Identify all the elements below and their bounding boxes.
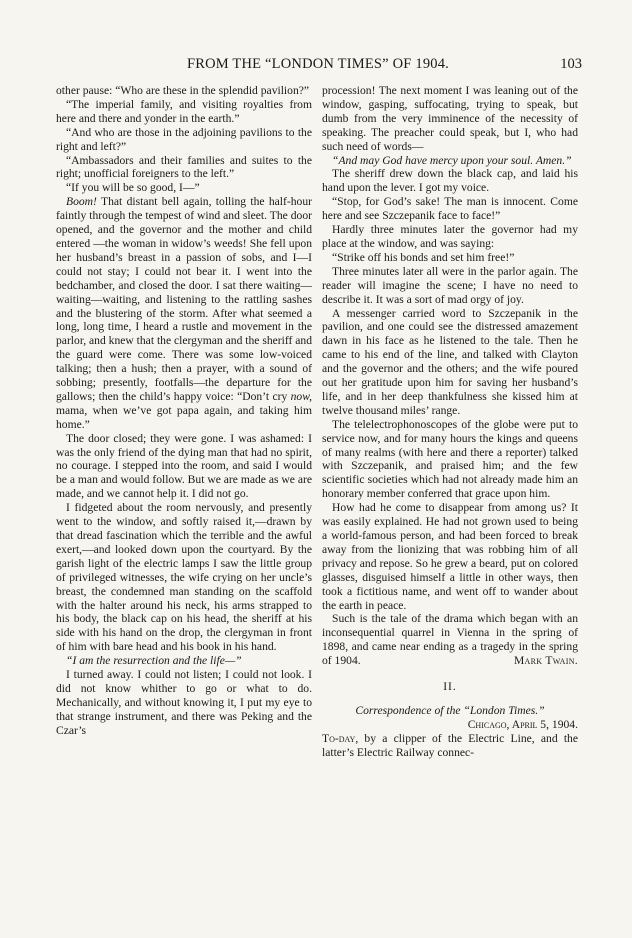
paragraph: I turned away. I could not listen; I could not look. I did not know whither to go or what to do. Mechanically, and without knowing it, I put my eye to that strange instrument, and there was Peking and the Czar’s (56, 668, 312, 737)
running-title: FROM THE “LONDON TIMES” OF 1904. (186, 56, 450, 72)
paragraph: “The imperial family, and visiting royalties from here and there and yonder in the earth.” (56, 97, 312, 125)
lead-in-text: To-day, (322, 731, 359, 745)
paragraph: Three minutes later all were in the parlor again. The reader will imagine the scene; I have no need to describe it. It was a sort of mad orgy of joy. (322, 264, 578, 306)
italic-text: Boom! (66, 195, 97, 209)
right-column (322, 84, 578, 760)
paragraph-italic-quote (322, 154, 578, 168)
paragraph: The sheriff drew down the black cap, and laid his hand upon the lever. I got my voice. (322, 167, 578, 195)
paragraph-text: That distant bell again, tolling the half-hour faintly through the tempest of wind and sleet. The door opened, and the governor and the mother and child entered —the woman in widow’s weeds! She fell upon her husband’s breast in a passion of sobs, and I—I could not stay; I could not bear it. I went into the bedchamber, and closed the door. I sat there waiting—waiting—waiting, and listening to the rattling sashes and the blustering of the storm. After what seemed a long, long time, I heard a rustle and movement in the parlor, and knew that the clergyman and the sheriff and the guard were come. There was some low-voiced talking; then a hush; then a prayer, with a sound of sobbing; presently, footfalls—the departure for the gallows; then the child’s happy voice: “Don’t cry (56, 195, 313, 403)
paragraph: other pause: “Who are these in the splendid pavilion?” (56, 84, 310, 97)
paragraph: Hardly three minutes later the governor had my place at the window, and was saying: (322, 223, 578, 250)
paragraph (322, 732, 578, 760)
paragraph: procession! The next moment I was leaning out of the window, gasping, suffocating, trying to speak, but dumb from the very imminence of the necessity of speaking. The preacher could speak, but I, who had such need of words— (322, 84, 578, 153)
page-number: 103 (560, 56, 582, 72)
paragraph: “And who are those in the adjoining pavilions to the right and left?” (56, 125, 312, 153)
paragraph: “Stop, for God’s sake! The man is innocent. Come here and see Szczepanik face to face!” (322, 195, 578, 223)
paragraph (322, 612, 578, 668)
paragraph: “If you will be so good, I—” (66, 181, 200, 195)
paragraph: “Ambassadors and their families and suites to the right; unofficial foreigners to the left.” (56, 153, 312, 181)
italic-text: “And may God have mercy upon your soul. Amen.” (332, 153, 572, 167)
paragraph-text: by a clipper of the Electric Line, and the latter’s Electric Railway connec- (322, 731, 578, 759)
left-column (56, 84, 312, 738)
paragraph: How had he come to disappear from among us? It was easily explained. He had not grown used to being a world-famous person, and had been forced to break away from the lionizing that was robbing him of all privacy and repose. So he grew a beard, put on colored glasses, disguised himself a little in other ways, then took a fictitious name, and went off to wander about the earth in peace. (322, 501, 578, 612)
page-header (54, 56, 582, 76)
dateline: Chicago, April 5, 1904. (467, 717, 578, 731)
paragraph: I fidgeted about the room nervously, and presently went to the window, and softly raised it,—drawn by that dread fascination which the terrible and the awful exert,—and looked down upon the courtyard. By the garish light of the electric lamps I saw the little group of privileged witnesses, the wife crying on her uncle’s breast, the condemned man standing on the scaffold with the halter around his neck, his arms strapped to his body, the black cap on his head, the sheriff at his side with his hand on the drop, the clergyman in front of him with bare head and his book in his hand. (56, 501, 312, 654)
italic-text: “I am the resurrection and the life—” (66, 654, 242, 668)
paragraph: A messenger carried word to Szczepanik in the pavilion, and one could see the distressed amazement dawn in his face as he listened to the tale. Then he came to his end of the line, and talked with Clayton and the governor and the others; and the wife poured out her gratitude upon him for saving her husband’s life, and in her deep thankfulness she kissed him at twelve thousand miles’ range. (322, 306, 578, 417)
author-signature: Mark Twain. (513, 654, 578, 668)
italic-text: now, (290, 389, 312, 403)
paragraph: The door closed; they were gone. I was ashamed: I was the only friend of the dying man that had no spirit, no courage. I stepped into the room, and said I would be a man and would follow. But we are made as we are made, and we cannot help it. I did not go. (56, 431, 312, 501)
paragraph-italic-quote (56, 654, 312, 668)
paragraph-text: Such is the tale of the drama which began with an inconsequential quarrel in Vienna in the spring of 1898, and came near ending as a tragedy in the spring of 1904. (322, 612, 578, 668)
correspondence-title: Correspondence of the “London Times.” (355, 703, 545, 717)
section-number: II. (443, 680, 457, 694)
paragraph (56, 195, 312, 431)
paragraph-text: mama, when we’ve got papa again, and taking him home.” (56, 403, 312, 431)
paragraph: “Strike off his bonds and set him free!” (332, 250, 515, 264)
paragraph: The telelectrophonoscopes of the globe were put to service now, and for many hours the kings and queens of many realms (with here and there a reporter) talked with Szczepanik, and praised him; and the few scientific societies which had not already made him an honorary member conferred that grace upon him. (322, 417, 578, 501)
